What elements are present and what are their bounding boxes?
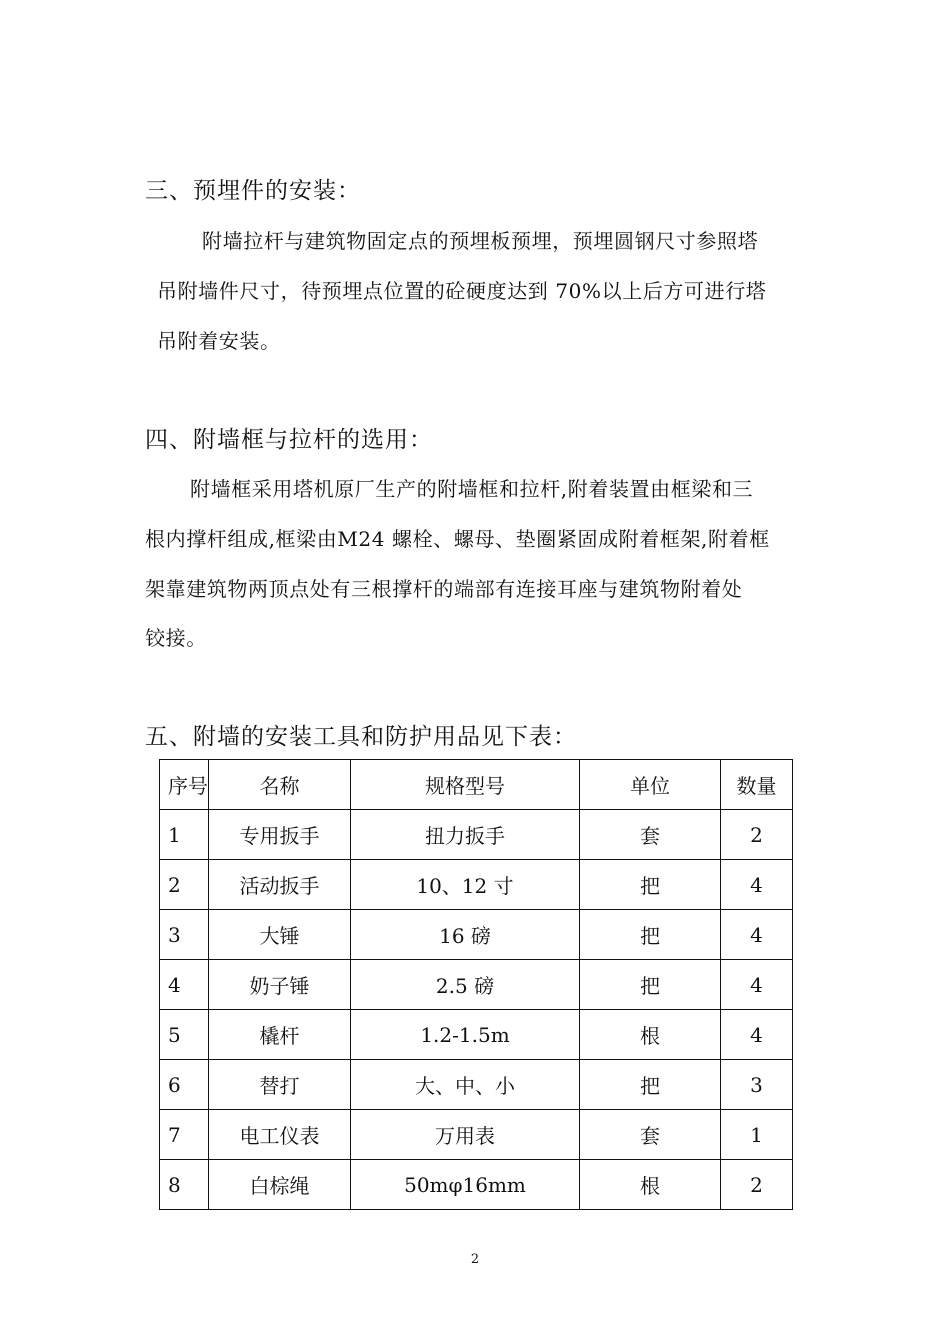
- table-row: [160, 1160, 793, 1210]
- row-quantity-cell: 4: [721, 960, 793, 1010]
- section-3-heading: 三、预埋件的安装：: [145, 178, 361, 204]
- row-quantity-cell: 2: [721, 810, 793, 860]
- row-unit-cell: 套: [580, 1110, 721, 1160]
- row-index-cell: 6: [160, 1060, 209, 1110]
- section-4-line-1: 附墙框采用塔机原厂生产的附墙框和拉杆,附着装置由框梁和三: [190, 477, 754, 501]
- header-cell-unit: 单位: [580, 760, 721, 810]
- row-unit-cell: 把: [580, 1060, 721, 1110]
- row-spec-cell: 2.5 磅: [351, 960, 580, 1010]
- section-4-heading: 四、附墙框与拉杆的选用：: [145, 427, 433, 453]
- section-3-line-1: 附墙拉杆与建筑物固定点的预埋板预埋，预埋圆钢尺寸参照塔: [202, 229, 759, 253]
- row-unit-cell: 把: [580, 860, 721, 910]
- table-row: [160, 810, 793, 860]
- row-quantity-cell: 4: [721, 860, 793, 910]
- section-4-line-3: 架靠建筑物两顶点处有三根撑杆的端部有连接耳座与建筑物附着处: [145, 577, 743, 601]
- row-spec-cell: 50mφ16mm: [351, 1160, 580, 1210]
- row-name-cell: 奶子锤: [209, 960, 351, 1010]
- row-name-cell: 橇杆: [209, 1010, 351, 1060]
- row-unit-cell: 根: [580, 1160, 721, 1210]
- row-spec-cell: 大、中、小: [351, 1060, 580, 1110]
- row-name-cell: 活动扳手: [209, 860, 351, 910]
- header-cell-spec: 规格型号: [351, 760, 580, 810]
- row-index-cell: 1: [160, 810, 209, 860]
- tools-table: [159, 759, 793, 1210]
- row-name-cell: 电工仪表: [209, 1110, 351, 1160]
- row-spec-cell: 万用表: [351, 1110, 580, 1160]
- section-4-line-2: 根内撑杆组成,框梁由M24 螺栓、螺母、垫圈紧固成附着框架,附着框: [145, 527, 770, 551]
- row-spec-cell: 扭力扳手: [351, 810, 580, 860]
- table-row: [160, 860, 793, 910]
- row-name-cell: 专用扳手: [209, 810, 351, 860]
- section-3-line-3: 吊附着安装。: [157, 329, 281, 353]
- row-quantity-cell: 2: [721, 1160, 793, 1210]
- row-index-cell: 2: [160, 860, 209, 910]
- table-row: [160, 910, 793, 960]
- row-spec-cell: 16 磅: [351, 910, 580, 960]
- row-unit-cell: 把: [580, 910, 721, 960]
- table-row: [160, 1010, 793, 1060]
- table-header-row: [160, 760, 793, 810]
- row-unit-cell: 根: [580, 1010, 721, 1060]
- row-index-cell: 3: [160, 910, 209, 960]
- row-spec-cell: 10、12 寸: [351, 860, 580, 910]
- row-index-cell: 5: [160, 1010, 209, 1060]
- row-spec-cell: 1.2-1.5m: [351, 1010, 580, 1060]
- header-cell-quantity: 数量: [721, 760, 793, 810]
- row-name-cell: 大锤: [209, 910, 351, 960]
- section-5-heading: 五、附墙的安装工具和防护用品见下表：: [145, 724, 577, 750]
- table-row: [160, 960, 793, 1010]
- row-name-cell: 白棕绳: [209, 1160, 351, 1210]
- header-cell-index: 序号: [160, 760, 209, 810]
- table-row: [160, 1060, 793, 1110]
- row-index-cell: 4: [160, 960, 209, 1010]
- row-quantity-cell: 4: [721, 910, 793, 960]
- section-3-line-2: 吊附墙件尺寸，待预埋点位置的砼硬度达到 70%以上后方可进行塔: [157, 279, 767, 303]
- row-unit-cell: 把: [580, 960, 721, 1010]
- row-quantity-cell: 3: [721, 1060, 793, 1110]
- page-number: 2: [470, 1252, 480, 1267]
- row-name-cell: 替打: [209, 1060, 351, 1110]
- row-quantity-cell: 1: [721, 1110, 793, 1160]
- row-quantity-cell: 4: [721, 1010, 793, 1060]
- row-index-cell: 8: [160, 1160, 209, 1210]
- header-cell-name: 名称: [209, 760, 351, 810]
- row-index-cell: 7: [160, 1110, 209, 1160]
- row-unit-cell: 套: [580, 810, 721, 860]
- table-row: [160, 1110, 793, 1160]
- section-4-line-4: 铰接。: [145, 626, 207, 650]
